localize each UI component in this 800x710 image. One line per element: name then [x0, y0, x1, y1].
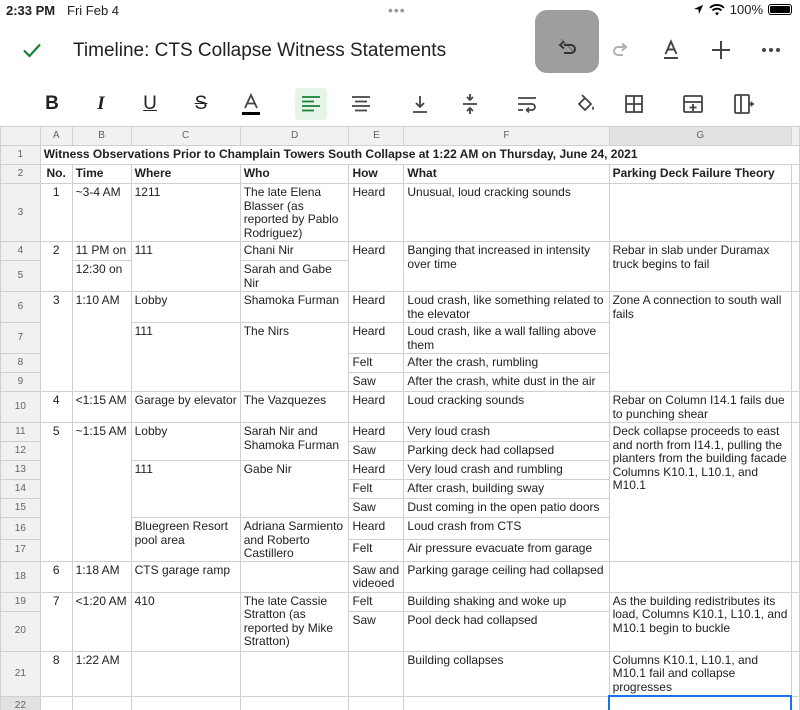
add-icon[interactable]: [709, 38, 733, 62]
empty-cell[interactable]: [791, 423, 799, 562]
text-color-icon: [239, 91, 263, 117]
cell-no[interactable]: 3: [40, 292, 72, 392]
status-time: 2:33 PM: [6, 3, 56, 18]
empty-cell[interactable]: [791, 592, 799, 651]
cell-where[interactable]: 111: [131, 461, 240, 518]
insert-column-button[interactable]: [728, 88, 760, 120]
cell-where[interactable]: 111: [131, 323, 240, 392]
select-all-corner[interactable]: [1, 127, 41, 146]
cell-how[interactable]: Saw: [349, 611, 404, 651]
cell-what[interactable]: Air pressure evacuate from garage: [404, 539, 609, 561]
cell-how[interactable]: Heard: [349, 242, 404, 292]
spreadsheet-grid: [0, 126, 800, 710]
cell-who[interactable]: Sarah and Gabe Nir: [240, 261, 349, 292]
vertical-align-middle-icon: [460, 93, 480, 115]
fill-color-icon: [575, 93, 597, 115]
vertical-align-middle-button[interactable]: [454, 88, 486, 120]
text-wrap-button[interactable]: [511, 88, 543, 120]
vertical-align-bottom-icon: [410, 94, 430, 114]
cell-time[interactable]: 12:30 on: [72, 261, 131, 292]
cell-what[interactable]: Loud crash from CTS: [404, 518, 609, 540]
row-header[interactable]: 7: [1, 323, 41, 354]
align-center-button[interactable]: [345, 88, 377, 120]
insert-column-icon: [733, 93, 755, 115]
cell-how[interactable]: Felt: [349, 354, 404, 373]
bold-icon: B: [45, 93, 59, 114]
cell-theory[interactable]: Columns K10.1, L10.1, and M10.1 fail and collapse progresses: [609, 651, 791, 696]
strikethrough-icon: S: [194, 93, 208, 114]
cell-how[interactable]: Felt: [349, 592, 404, 611]
header-time[interactable]: Time: [72, 165, 131, 184]
location-icon: [693, 4, 704, 15]
fill-color-button[interactable]: [570, 88, 602, 120]
empty-cell[interactable]: [240, 696, 349, 710]
cell-theory[interactable]: [609, 561, 791, 592]
cell-time[interactable]: 1:10 AM: [72, 292, 131, 392]
multitask-dots-icon[interactable]: •••: [388, 2, 406, 18]
insert-row-icon: [682, 93, 704, 115]
row-header[interactable]: 3: [1, 184, 41, 242]
row-header[interactable]: 5: [1, 261, 41, 292]
empty-cell[interactable]: [72, 696, 131, 710]
cell-what[interactable]: Building shaking and woke up: [404, 592, 609, 611]
status-right: [693, 2, 792, 17]
cell-who[interactable]: Sarah Nir and Shamoka Furman: [240, 423, 349, 461]
cell-what[interactable]: Dust coming in the open patio doors: [404, 499, 609, 518]
cell-what[interactable]: Building collapses: [404, 651, 609, 696]
cell-where[interactable]: 410: [131, 592, 240, 651]
row-header[interactable]: 22: [1, 696, 41, 710]
cell-theory[interactable]: As the building redistributes its load, Columns K10.1, L10.1, and M10.1 begin to buckle: [609, 592, 791, 651]
row-header[interactable]: 6: [1, 292, 41, 323]
cell-what[interactable]: After the crash, white dust in the air: [404, 373, 609, 392]
cell-how[interactable]: Saw: [349, 373, 404, 392]
column-header-row: [1, 127, 800, 146]
header-what[interactable]: What: [404, 165, 609, 184]
row-header[interactable]: 15: [1, 499, 41, 518]
row-header[interactable]: 16: [1, 518, 41, 540]
more-options-icon[interactable]: [759, 38, 783, 62]
redo-icon[interactable]: [609, 38, 633, 62]
cell-no[interactable]: 5: [40, 423, 72, 562]
cell-who[interactable]: The Vazquezes: [240, 392, 349, 423]
cell-no[interactable]: 8: [40, 651, 72, 696]
cell-no[interactable]: 6: [40, 561, 72, 592]
column-header-a[interactable]: A: [40, 127, 72, 146]
empty-cell[interactable]: [349, 696, 404, 710]
table-row: [1, 592, 800, 611]
cell-what[interactable]: Loud crash, like something related to the elevator: [404, 292, 609, 323]
header-who[interactable]: Who: [240, 165, 349, 184]
done-check-icon[interactable]: [20, 38, 44, 62]
row-header[interactable]: 12: [1, 442, 41, 461]
empty-cell[interactable]: [791, 561, 799, 592]
table-row: [1, 146, 800, 165]
row-header[interactable]: 14: [1, 480, 41, 499]
underline-icon: U: [143, 93, 157, 114]
cell-what[interactable]: Unusual, loud cracking sounds: [404, 184, 609, 242]
row-header[interactable]: 2: [1, 165, 41, 184]
row-header[interactable]: 18: [1, 561, 41, 592]
column-header-f[interactable]: F: [404, 127, 609, 146]
cell-how[interactable]: Heard: [349, 518, 404, 540]
cell-theory[interactable]: Zone A connection to south wall fails: [609, 292, 791, 392]
document-title: Timeline: CTS Collapse Witness Statements: [73, 40, 447, 61]
vertical-align-bottom-button[interactable]: [404, 88, 436, 120]
strikethrough-button[interactable]: [185, 88, 217, 120]
status-bar: [0, 0, 800, 24]
cell-where[interactable]: 111: [131, 242, 240, 292]
column-header-h[interactable]: [791, 127, 799, 146]
column-header-g[interactable]: G: [609, 127, 791, 146]
cell-where[interactable]: CTS garage ramp: [131, 561, 240, 592]
text-color-button[interactable]: [235, 88, 267, 120]
empty-cell[interactable]: [791, 392, 799, 423]
cell-where[interactable]: Garage by elevator: [131, 392, 240, 423]
cell-no[interactable]: 2: [40, 242, 72, 292]
text-format-icon[interactable]: [659, 38, 683, 62]
table-row: [1, 696, 800, 710]
cell-what[interactable]: Loud crash, like a wall falling above them: [404, 323, 609, 354]
table-row: [1, 292, 800, 323]
table-row: [1, 561, 800, 592]
cell-how[interactable]: Heard: [349, 323, 404, 354]
cell-what[interactable]: Very loud crash: [404, 423, 609, 442]
column-header-c[interactable]: C: [131, 127, 240, 146]
sheet-table: [0, 126, 800, 710]
cell-what[interactable]: Loud cracking sounds: [404, 392, 609, 423]
row-header[interactable]: 11: [1, 423, 41, 442]
cell-no[interactable]: 7: [40, 592, 72, 651]
cell-who[interactable]: The Nirs: [240, 323, 349, 392]
align-left-icon: [301, 95, 321, 113]
empty-cell[interactable]: [791, 165, 799, 184]
cell-who[interactable]: Chani Nir: [240, 242, 349, 261]
table-row: [1, 184, 800, 242]
cell-where[interactable]: Bluegreen Resort pool area: [131, 518, 240, 562]
cell-what[interactable]: Banging that increased in intensity over time: [404, 242, 609, 292]
row-header[interactable]: 17: [1, 539, 41, 561]
empty-cell[interactable]: [40, 696, 72, 710]
cell-what[interactable]: Parking deck had collapsed: [404, 442, 609, 461]
selected-cell[interactable]: [609, 696, 791, 710]
cell-how[interactable]: Heard: [349, 461, 404, 480]
cell-who[interactable]: Gabe Nir: [240, 461, 349, 518]
empty-cell[interactable]: [791, 651, 799, 696]
cell-theory[interactable]: Rebar on Column I14.1 fails due to punching shear: [609, 392, 791, 423]
empty-cell[interactable]: [791, 696, 799, 710]
cell-what[interactable]: Very loud crash and rumbling: [404, 461, 609, 480]
empty-cell[interactable]: [791, 242, 799, 292]
cell-who[interactable]: [240, 561, 349, 592]
cell-time[interactable]: <1:15 AM: [72, 392, 131, 423]
header-no[interactable]: No.: [40, 165, 72, 184]
cell-where[interactable]: [131, 651, 240, 696]
row-header[interactable]: 10: [1, 392, 41, 423]
empty-cell[interactable]: [131, 696, 240, 710]
row-header[interactable]: 8: [1, 354, 41, 373]
cell-how[interactable]: Saw: [349, 499, 404, 518]
column-header-e[interactable]: E: [349, 127, 404, 146]
align-left-button[interactable]: [295, 88, 327, 120]
cell-time[interactable]: 11 PM on: [72, 242, 131, 261]
cell-how[interactable]: Felt: [349, 539, 404, 561]
cell-who[interactable]: The late Cassie Stratton (as reported by Mike Stratton): [240, 592, 349, 651]
cell-theory[interactable]: Rebar in slab under Duramax truck begins to fail: [609, 242, 791, 292]
cell-no[interactable]: 4: [40, 392, 72, 423]
cell-how[interactable]: Heard: [349, 392, 404, 423]
row-header[interactable]: 20: [1, 611, 41, 651]
row-header[interactable]: 9: [1, 373, 41, 392]
sheet-title-cell[interactable]: Witness Observations Prior to Champlain Towers South Collapse at 1:22 AM on Thursday, June 24, 2021: [40, 146, 799, 165]
cell-who[interactable]: Shamoka Furman: [240, 292, 349, 323]
empty-cell[interactable]: [791, 292, 799, 392]
table-row: [1, 651, 800, 696]
cell-what[interactable]: After the crash, rumbling: [404, 354, 609, 373]
cell-how[interactable]: Heard: [349, 292, 404, 323]
cell-time[interactable]: 1:18 AM: [72, 561, 131, 592]
row-header[interactable]: 1: [1, 146, 41, 165]
cell-where[interactable]: 1211: [131, 184, 240, 242]
cell-time[interactable]: ~3-4 AM: [72, 184, 131, 242]
table-row: [1, 423, 800, 442]
empty-cell[interactable]: [791, 184, 799, 242]
table-row: [1, 242, 800, 261]
borders-button[interactable]: [618, 88, 650, 120]
cell-how[interactable]: [349, 651, 404, 696]
cell-time[interactable]: ~1:15 AM: [72, 423, 131, 562]
cell-who[interactable]: The late Elena Blasser (as reported by Pablo Rodriguez): [240, 184, 349, 242]
bold-button[interactable]: [36, 88, 68, 120]
battery-icon: [768, 4, 792, 15]
row-header[interactable]: 13: [1, 461, 41, 480]
cell-what[interactable]: After crash, building sway: [404, 480, 609, 499]
app-bar: [0, 24, 800, 80]
table-row: [1, 165, 800, 184]
cell-no[interactable]: 1: [40, 184, 72, 242]
cell-theory[interactable]: Deck collapse proceeds to east and north from I14.1, pulling the planters from the building facade Columns K10.1, L10.1, and M10.1: [609, 423, 791, 562]
column-header-b[interactable]: B: [72, 127, 131, 146]
cell-how[interactable]: Heard: [349, 423, 404, 442]
cell-what[interactable]: Pool deck had collapsed: [404, 611, 609, 651]
align-center-icon: [351, 95, 371, 113]
italic-button[interactable]: [85, 88, 117, 120]
column-header-d[interactable]: D: [240, 127, 349, 146]
underline-button[interactable]: [134, 88, 166, 120]
status-date: Fri Feb 4: [67, 3, 120, 18]
cell-how[interactable]: Saw and videoed: [349, 561, 404, 592]
row-header[interactable]: 21: [1, 651, 41, 696]
header-where[interactable]: Where: [131, 165, 240, 184]
table-row: [1, 392, 800, 423]
cell-time[interactable]: <1:20 AM: [72, 592, 131, 651]
cell-how[interactable]: Saw: [349, 442, 404, 461]
row-header[interactable]: 4: [1, 242, 41, 261]
cell-where[interactable]: Lobby: [131, 423, 240, 461]
borders-icon: [624, 94, 644, 114]
cell-how[interactable]: Heard: [349, 184, 404, 242]
format-toolbar: [0, 84, 800, 124]
header-how[interactable]: How: [349, 165, 404, 184]
empty-cell[interactable]: [404, 696, 609, 710]
insert-row-button[interactable]: [677, 88, 709, 120]
wifi-icon: [709, 4, 725, 16]
italic-icon: I: [97, 93, 105, 114]
cell-what[interactable]: Parking garage ceiling had collapsed: [404, 561, 609, 592]
cell-how[interactable]: Felt: [349, 480, 404, 499]
text-wrap-icon: [516, 95, 538, 113]
undo-button[interactable]: [535, 10, 599, 73]
cell-who[interactable]: Adriana Sarmiento and Roberto Castillero: [240, 518, 349, 562]
undo-icon: [554, 32, 580, 58]
cell-where[interactable]: Lobby: [131, 292, 240, 323]
cell-time[interactable]: 1:22 AM: [72, 651, 131, 696]
cell-who[interactable]: [240, 651, 349, 696]
cell-theory[interactable]: [609, 184, 791, 242]
row-header[interactable]: 19: [1, 592, 41, 611]
battery-percent: 100%: [729, 2, 763, 17]
header-theory[interactable]: Parking Deck Failure Theory: [609, 165, 791, 184]
